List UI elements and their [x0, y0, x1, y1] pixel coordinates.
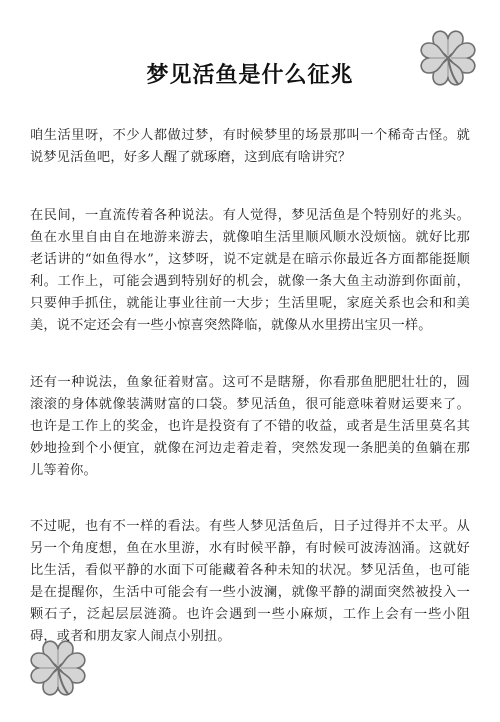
article-title: 梦见活鱼是什么征兆 [146, 63, 354, 88]
article-paragraph-4: 不过呢，也有不一样的看法。有些人梦见活鱼后，日子过得并不太平。从另一个角度想，鱼在水里游，水有时候平静，有时候可波涛汹涌。这就好比生活，看似平静的水面下可能藏着各种未知的状况。梦见活鱼，也可能是在提醒你，生活中可能会有一些小波澜，就像平静的湖面突然被投入一颗石子，泛起层层涟漪。也许会遇到一些小麻烦，工作上会有一些小阻碍，或者和朋友家人闹点小别扭。 [30, 519, 470, 644]
four-leaf-clover-icon [28, 638, 88, 698]
article-paragraph-1: 咱生活里呀，不少人都做过梦，有时候梦里的场景那叫一个稀奇古怪。就说梦见活鱼吧，好多人醒了就琢磨，这到底有啥讲究？ [30, 128, 470, 165]
article-paragraph-2: 在民间，一直流传着各种说法。有人觉得，梦见活鱼是个特别好的兆头。鱼在水里自由自在地游来游去，就像咱生活里顺风顺水没烦恼。就好比那老话讲的“如鱼得水”，这梦呀，说不定就是在暗示你最近各方面都能挺顺利。工作上，可能会遇到特别好的机会，就像一条大鱼主动游到你面前，只要伸手抓住，就能让事业往前一大步；生活里呢，家庭关系也会和和美美，说不定还会有一些小惊喜突然降临，就像从水里捞出宝贝一样。 [30, 208, 470, 333]
article-paragraph-3: 还有一种说法，鱼象征着财富。这可不是瞎掰，你看那鱼肥肥壮壮的，圆滚滚的身体就像装满财富的口袋。梦见活鱼，很可能意味着财运要来了。也许是工作上的奖金，也许是投资有了不错的收益，或者是生活里莫名其妙地捡到个小便宜，就像在河边走着走着，突然发现一条肥美的鱼躺在那儿等着你。 [30, 375, 470, 478]
